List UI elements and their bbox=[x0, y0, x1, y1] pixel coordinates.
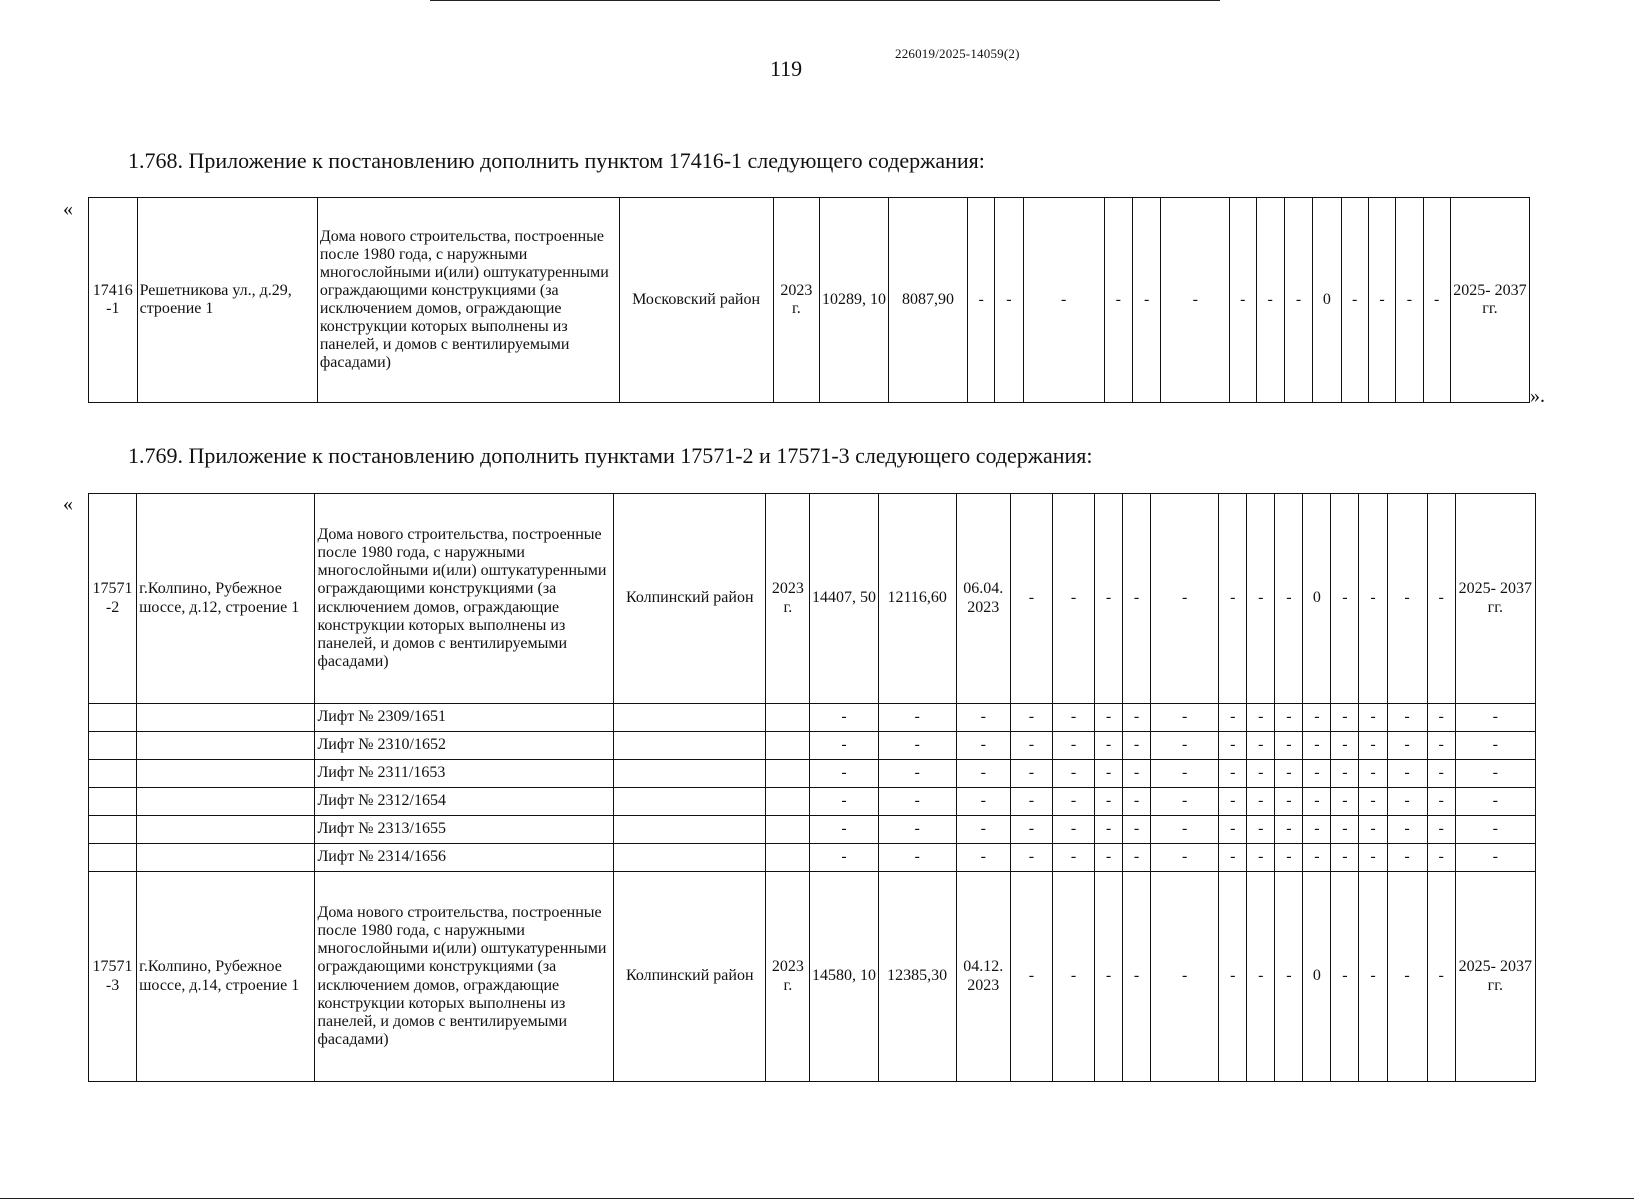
lift-dash-cell: - bbox=[1275, 760, 1303, 788]
row-period: 2025- 2037 гг. bbox=[1455, 494, 1535, 704]
empty-cell bbox=[89, 760, 137, 788]
empty-cell bbox=[766, 844, 810, 872]
empty-cell bbox=[614, 816, 766, 844]
lift-dash-cell: - bbox=[1387, 844, 1427, 872]
lift-dash-cell: - bbox=[810, 760, 878, 788]
table-row bbox=[89, 494, 1536, 704]
row-cell: 0 bbox=[1303, 872, 1331, 1082]
lift-dash-cell: - bbox=[1219, 704, 1247, 732]
lift-dash-cell: - bbox=[810, 816, 878, 844]
lift-dash-cell: - bbox=[1303, 760, 1331, 788]
lift-dash-cell: - bbox=[1219, 732, 1247, 760]
row-period: 2025- 2037 гг. bbox=[1450, 198, 1529, 403]
row-cell: 0 bbox=[1303, 494, 1331, 704]
lift-dash-cell: - bbox=[1123, 704, 1151, 732]
row-area-total: 14580, 10 bbox=[810, 872, 878, 1082]
empty-cell bbox=[137, 704, 315, 732]
row-cell: - bbox=[1132, 198, 1160, 403]
row-number: 17571 -2 bbox=[89, 494, 137, 704]
lift-dash-cell: - bbox=[1052, 704, 1094, 732]
row-address: г.Колпино, Рубежное шоссе, д.14, строение 1 bbox=[137, 872, 315, 1082]
lift-dash-cell: - bbox=[1247, 704, 1275, 732]
row-cell: - bbox=[1095, 494, 1123, 704]
row-cell: - bbox=[1052, 494, 1094, 704]
row-cell: - bbox=[1123, 494, 1151, 704]
row-cell: - bbox=[1284, 198, 1312, 403]
lift-dash-cell: - bbox=[1275, 788, 1303, 816]
row-cell: - bbox=[1219, 494, 1247, 704]
lift-dash-cell: - bbox=[1359, 788, 1387, 816]
row-cell: - bbox=[1219, 872, 1247, 1082]
row-cell: - bbox=[1396, 198, 1423, 403]
empty-cell bbox=[137, 844, 315, 872]
lift-dash-cell: - bbox=[1010, 732, 1052, 760]
lift-dash-cell: - bbox=[1151, 816, 1219, 844]
empty-cell bbox=[137, 732, 315, 760]
lift-dash-cell: - bbox=[1303, 704, 1331, 732]
row-area-total: 10289, 10 bbox=[820, 198, 889, 403]
empty-cell bbox=[766, 816, 810, 844]
row-cell: - bbox=[1275, 872, 1303, 1082]
lift-dash-cell: - bbox=[1010, 788, 1052, 816]
row-cell: - bbox=[995, 198, 1023, 403]
lift-dash-cell: - bbox=[1095, 760, 1123, 788]
lift-dash-cell: - bbox=[810, 704, 878, 732]
row-cell: - bbox=[1331, 872, 1359, 1082]
row-cell: - bbox=[1151, 872, 1219, 1082]
row-cell: - bbox=[1095, 872, 1123, 1082]
lift-dash-cell: - bbox=[1151, 760, 1219, 788]
lift-dash-cell: - bbox=[1455, 732, 1535, 760]
lift-dash-cell: - bbox=[1427, 816, 1455, 844]
row-cell: - bbox=[1359, 872, 1387, 1082]
lift-row bbox=[89, 788, 1536, 816]
row-year: 2023 г. bbox=[766, 872, 810, 1082]
lift-dash-cell: - bbox=[1359, 816, 1387, 844]
lift-dash-cell: - bbox=[956, 816, 1010, 844]
empty-cell bbox=[766, 788, 810, 816]
row-cell: - bbox=[967, 198, 994, 403]
lift-dash-cell: - bbox=[878, 816, 956, 844]
empty-cell bbox=[614, 788, 766, 816]
lift-dash-cell: - bbox=[956, 844, 1010, 872]
row-cell: - bbox=[1123, 872, 1151, 1082]
lift-dash-cell: - bbox=[1455, 760, 1535, 788]
lift-dash-cell: - bbox=[1455, 788, 1535, 816]
row-area-living: 12385,30 bbox=[878, 872, 956, 1082]
empty-cell bbox=[614, 760, 766, 788]
lift-dash-cell: - bbox=[1219, 844, 1247, 872]
lift-dash-cell: - bbox=[1303, 844, 1331, 872]
row-cell: - bbox=[1247, 494, 1275, 704]
row-year: 2023 г. bbox=[773, 198, 820, 403]
lift-dash-cell: - bbox=[1455, 816, 1535, 844]
empty-cell bbox=[89, 816, 137, 844]
row-number: 17416 -1 bbox=[89, 198, 138, 403]
lift-dash-cell: - bbox=[810, 788, 878, 816]
lift-dash-cell: - bbox=[956, 704, 1010, 732]
lift-dash-cell: - bbox=[1455, 704, 1535, 732]
row-district: Колпинский район bbox=[614, 494, 766, 704]
lift-dash-cell: - bbox=[1427, 760, 1455, 788]
table-row bbox=[89, 872, 1536, 1082]
lift-dash-cell: - bbox=[1095, 788, 1123, 816]
lift-dash-cell: - bbox=[1219, 788, 1247, 816]
row-year: 2023 г. bbox=[766, 494, 810, 704]
lift-dash-cell: - bbox=[1427, 732, 1455, 760]
row-cell: - bbox=[1161, 198, 1230, 403]
lift-dash-cell: - bbox=[1387, 704, 1427, 732]
lift-dash-cell: - bbox=[1387, 760, 1427, 788]
lift-dash-cell: - bbox=[1275, 844, 1303, 872]
lift-dash-cell: - bbox=[1359, 704, 1387, 732]
lift-dash-cell: - bbox=[878, 844, 956, 872]
lift-dash-cell: - bbox=[1387, 788, 1427, 816]
empty-cell bbox=[614, 732, 766, 760]
lift-dash-cell: - bbox=[1052, 732, 1094, 760]
lift-dash-cell: - bbox=[1095, 732, 1123, 760]
lift-row bbox=[89, 816, 1536, 844]
lift-dash-cell: - bbox=[956, 788, 1010, 816]
row-cell: - bbox=[1423, 198, 1450, 403]
empty-cell bbox=[766, 732, 810, 760]
lift-dash-cell: - bbox=[1275, 732, 1303, 760]
row-cell: - bbox=[1010, 494, 1052, 704]
lift-name: Лифт № 2309/1651 bbox=[315, 704, 614, 732]
row-area-living: 8087,90 bbox=[888, 198, 967, 403]
row-cell: - bbox=[1010, 872, 1052, 1082]
section1-quote-open: « bbox=[63, 198, 73, 220]
lift-dash-cell: - bbox=[1427, 844, 1455, 872]
lift-row bbox=[89, 732, 1536, 760]
empty-cell bbox=[89, 732, 137, 760]
lift-dash-cell: - bbox=[1331, 760, 1359, 788]
row-cell: - bbox=[1427, 494, 1455, 704]
lift-dash-cell: - bbox=[1359, 844, 1387, 872]
row-cell: - bbox=[1387, 872, 1427, 1082]
lift-dash-cell: - bbox=[1331, 704, 1359, 732]
lift-dash-cell: - bbox=[1303, 732, 1331, 760]
lift-name: Лифт № 2312/1654 bbox=[315, 788, 614, 816]
lift-dash-cell: - bbox=[1095, 816, 1123, 844]
lift-dash-cell: - bbox=[1123, 760, 1151, 788]
row-cell: - bbox=[1256, 198, 1284, 403]
empty-cell bbox=[614, 844, 766, 872]
lift-dash-cell: - bbox=[956, 732, 1010, 760]
lift-dash-cell: - bbox=[878, 788, 956, 816]
section2-heading: 1.769. Приложение к постановлению дополнить пунктами 17571-2 и 17571-3 следующего содержания: bbox=[128, 443, 1093, 468]
lift-dash-cell: - bbox=[878, 704, 956, 732]
section1-heading: 1.768. Приложение к постановлению дополнить пунктом 17416-1 следующего содержания: bbox=[128, 148, 985, 173]
lift-dash-cell: - bbox=[878, 732, 956, 760]
lift-dash-cell: - bbox=[1303, 816, 1331, 844]
lift-dash-cell: - bbox=[1359, 732, 1387, 760]
row-district: Колпинский район bbox=[614, 872, 766, 1082]
row-cell: - bbox=[1247, 872, 1275, 1082]
row-date: 04.12. 2023 bbox=[956, 872, 1010, 1082]
section1-table bbox=[88, 197, 1530, 403]
lift-dash-cell: - bbox=[1052, 760, 1094, 788]
lift-dash-cell: - bbox=[1359, 760, 1387, 788]
row-cell: 0 bbox=[1313, 198, 1341, 403]
lift-dash-cell: - bbox=[1010, 844, 1052, 872]
lift-dash-cell: - bbox=[1052, 844, 1094, 872]
row-description: Дома нового строительства, построенные после 1980 года, с наружными многослойными и(или) оштукатуренными ограждающими конструкциями (за исключением домов, ограждающие конструкции которых выполнены из панелей, и домов с вентилируемыми фасадами) bbox=[315, 872, 614, 1082]
row-area-living: 12116,60 bbox=[878, 494, 956, 704]
lift-dash-cell: - bbox=[1219, 760, 1247, 788]
scan-edge-bottom bbox=[0, 1198, 1634, 1199]
section2-quote-open: « bbox=[63, 493, 73, 515]
row-address: г.Колпино, Рубежное шоссе, д.12, строение 1 bbox=[137, 494, 315, 704]
lift-dash-cell: - bbox=[1247, 788, 1275, 816]
section2-table bbox=[88, 493, 1536, 1082]
empty-cell bbox=[766, 760, 810, 788]
row-period: 2025- 2037 гг. bbox=[1455, 872, 1535, 1082]
lift-name: Лифт № 2311/1653 bbox=[315, 760, 614, 788]
row-cell: - bbox=[1052, 872, 1094, 1082]
row-district: Московский район bbox=[619, 198, 773, 403]
lift-dash-cell: - bbox=[1052, 788, 1094, 816]
lift-dash-cell: - bbox=[1275, 704, 1303, 732]
lift-dash-cell: - bbox=[1123, 788, 1151, 816]
lift-dash-cell: - bbox=[1387, 732, 1427, 760]
row-cell: - bbox=[1104, 198, 1132, 403]
lift-dash-cell: - bbox=[1247, 844, 1275, 872]
lift-dash-cell: - bbox=[1010, 704, 1052, 732]
lift-dash-cell: - bbox=[1247, 732, 1275, 760]
row-cell: - bbox=[1275, 494, 1303, 704]
row-cell: - bbox=[1230, 198, 1256, 403]
lift-row bbox=[89, 760, 1536, 788]
empty-cell bbox=[614, 704, 766, 732]
row-address: Решетникова ул., д.29, строение 1 bbox=[137, 198, 317, 403]
row-area-total: 14407, 50 bbox=[810, 494, 878, 704]
lift-dash-cell: - bbox=[1123, 816, 1151, 844]
lift-dash-cell: - bbox=[1151, 844, 1219, 872]
empty-cell bbox=[137, 760, 315, 788]
lift-dash-cell: - bbox=[1123, 844, 1151, 872]
empty-cell bbox=[137, 788, 315, 816]
lift-name: Лифт № 2310/1652 bbox=[315, 732, 614, 760]
row-cell: - bbox=[1151, 494, 1219, 704]
empty-cell bbox=[137, 816, 315, 844]
row-description: Дома нового строительства, построенные после 1980 года, с наружными многослойными и(или) оштукатуренными ограждающими конструкциями (за исключением домов, ограждающие конструкции которых выполнены из панелей, и домов с вентилируемыми фасадами) bbox=[315, 494, 614, 704]
row-cell: - bbox=[1331, 494, 1359, 704]
row-cell: - bbox=[1427, 872, 1455, 1082]
page-number: 119 bbox=[770, 56, 803, 81]
scan-edge-top bbox=[430, 0, 1220, 1]
lift-dash-cell: - bbox=[1455, 844, 1535, 872]
lift-dash-cell: - bbox=[1123, 732, 1151, 760]
lift-dash-cell: - bbox=[1331, 732, 1359, 760]
lift-name: Лифт № 2314/1656 bbox=[315, 844, 614, 872]
lift-dash-cell: - bbox=[1095, 704, 1123, 732]
lift-dash-cell: - bbox=[1151, 788, 1219, 816]
row-number: 17571 -3 bbox=[89, 872, 137, 1082]
lift-dash-cell: - bbox=[1331, 788, 1359, 816]
row-cell: - bbox=[1368, 198, 1395, 403]
lift-name: Лифт № 2313/1655 bbox=[315, 816, 614, 844]
lift-dash-cell: - bbox=[810, 844, 878, 872]
row-cell: - bbox=[1023, 198, 1104, 403]
document-id: 226019/2025-14059(2) bbox=[895, 46, 1020, 61]
lift-dash-cell: - bbox=[1331, 844, 1359, 872]
lift-dash-cell: - bbox=[956, 760, 1010, 788]
row-cell: - bbox=[1387, 494, 1427, 704]
lift-dash-cell: - bbox=[1427, 704, 1455, 732]
row-description: Дома нового строительства, построенные после 1980 года, с наружными многослойными и(или) оштукатуренными ограждающими конструкциями (за исключением домов, ограждающие конструкции которых выполнены из панелей, и домов с вентилируемыми фасадами) bbox=[317, 198, 619, 403]
lift-dash-cell: - bbox=[878, 760, 956, 788]
section1-row bbox=[89, 198, 1530, 403]
lift-dash-cell: - bbox=[1275, 816, 1303, 844]
row-cell: - bbox=[1341, 198, 1368, 403]
empty-cell bbox=[89, 788, 137, 816]
section1-quote-close: ». bbox=[1530, 385, 1545, 407]
row-date: 06.04. 2023 bbox=[956, 494, 1010, 704]
lift-dash-cell: - bbox=[1247, 760, 1275, 788]
lift-dash-cell: - bbox=[810, 732, 878, 760]
lift-row bbox=[89, 844, 1536, 872]
lift-dash-cell: - bbox=[1010, 816, 1052, 844]
lift-dash-cell: - bbox=[1219, 816, 1247, 844]
lift-dash-cell: - bbox=[1151, 704, 1219, 732]
lift-dash-cell: - bbox=[1095, 844, 1123, 872]
lift-dash-cell: - bbox=[1303, 788, 1331, 816]
lift-row bbox=[89, 704, 1536, 732]
lift-dash-cell: - bbox=[1052, 816, 1094, 844]
empty-cell bbox=[89, 844, 137, 872]
lift-dash-cell: - bbox=[1387, 816, 1427, 844]
lift-dash-cell: - bbox=[1010, 760, 1052, 788]
row-cell: - bbox=[1359, 494, 1387, 704]
empty-cell bbox=[766, 704, 810, 732]
lift-dash-cell: - bbox=[1331, 816, 1359, 844]
lift-dash-cell: - bbox=[1247, 816, 1275, 844]
empty-cell bbox=[89, 704, 137, 732]
lift-dash-cell: - bbox=[1151, 732, 1219, 760]
lift-dash-cell: - bbox=[1427, 788, 1455, 816]
